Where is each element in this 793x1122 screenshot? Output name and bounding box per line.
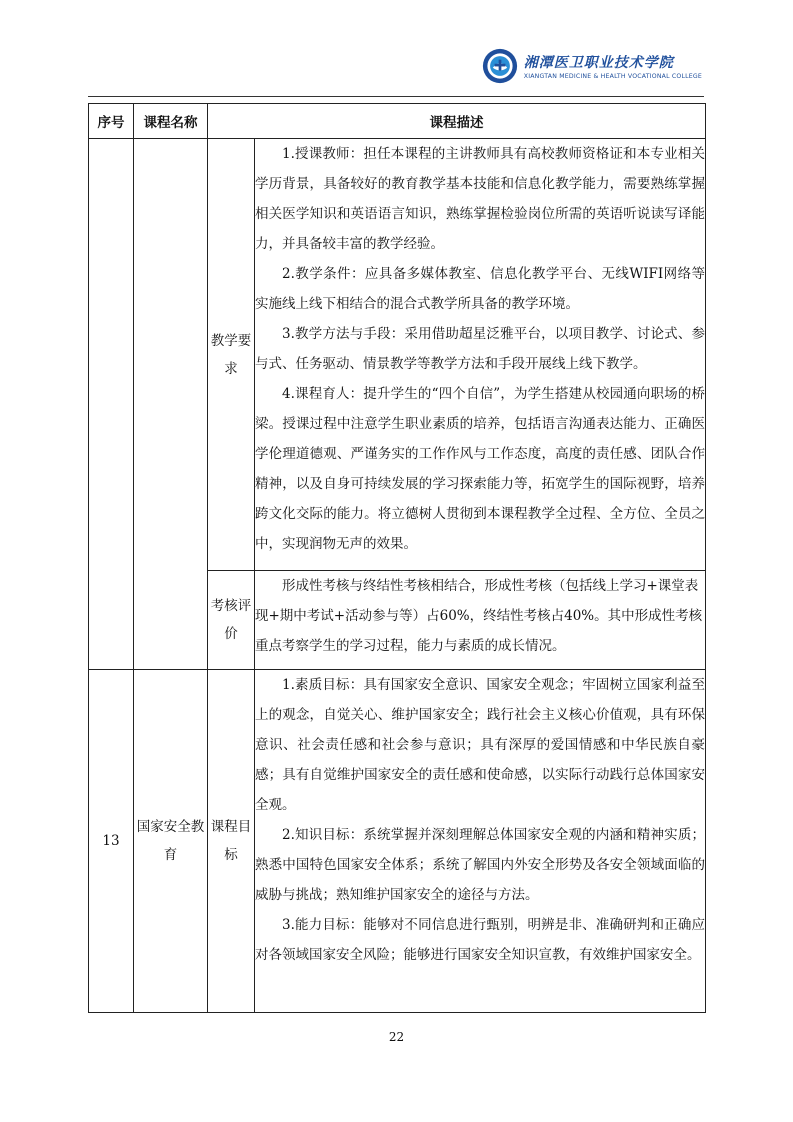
section-content <box>255 670 706 1013</box>
school-name-en: XIANGTAN MEDICINE & HEALTH VOCATIONAL COLLEGE <box>523 73 702 80</box>
school-name-cn: 湘潭医卫职业技术学院 <box>523 55 674 71</box>
row-index-cell: 13 <box>89 670 134 1013</box>
paragraph: 3.能力目标：能够对不同信息进行甄别，明辨是非、准确研判和正确应对各领域国家安全风险；能够进行国家安全知识宣教，有效维护国家安全。 <box>255 917 705 963</box>
paragraph: 1.授课教师：担任本课程的主讲教师具有高校教师资格证和本专业相关学历背景，具备较好的教育教学基本技能和信息化教学能力，需要熟练掌握相关医学知识和英语语言知识，熟练掌握检验岗位所需的英语听说读写译能力，并具备较丰富的教学经验。 <box>255 146 705 252</box>
table-row <box>89 670 706 1013</box>
college-seal-icon <box>482 48 518 84</box>
section-label: 课程目标 <box>208 670 255 1013</box>
section-label: 教学要求 <box>208 139 255 571</box>
header-index: 序号 <box>89 104 134 139</box>
table-header-row <box>89 104 706 139</box>
table-row <box>89 139 706 571</box>
paragraph: 形成性考核与终结性考核相结合，形成性考核（包括线上学习+课堂表现+期中考试+活动参与等）占60%，终结性考核占40%。其中形成性考核重点考察学生的学习过程，能力与素质的成长情况。 <box>255 578 703 654</box>
page-header <box>88 40 704 97</box>
course-table <box>88 103 706 1013</box>
page-number: 22 <box>388 1030 405 1044</box>
paragraph: 2.教学条件：应具备多媒体教室、信息化教学平台、无线WIFI网络等实施线上线下相结合的混合式教学所具备的教学环境。 <box>255 266 705 312</box>
header-divider <box>88 96 704 97</box>
paragraph: 1.素质目标：具有国家安全意识、国家安全观念；牢固树立国家利益至上的观念，自觉关心、维护国家安全；践行社会主义核心价值观，具有环保意识、社会责任感和社会参与意识；具有深厚的爱国情感和中华民族自豪感；具有自觉维护国家安全的责任感和使命感，以实际行动践行总体国家安全观。 <box>255 677 705 813</box>
row-index-cell <box>89 139 134 670</box>
row-course-name-cell: 国家安全教育 <box>134 670 208 1013</box>
section-label: 考核评价 <box>208 571 255 670</box>
row-course-name-cell <box>134 139 208 670</box>
header-description: 课程描述 <box>208 104 706 139</box>
header-course-name: 课程名称 <box>134 104 208 139</box>
college-logo <box>482 46 702 86</box>
section-content <box>255 139 706 571</box>
section-content <box>255 571 706 670</box>
paragraph: 4.课程育人：提升学生的“四个自信”，为学生搭建从校园通向职场的桥梁。授课过程中注意学生职业素质的培养，包括语言沟通表达能力、正确医学伦理道德观、严谨务实的工作作风与工作态度，高度的责任感、团队合作精神，以及自身可持续发展的学习探索能力等，拓宽学生的国际视野，培养跨文化交际的能力。将立德树人贯彻到本课程教学全过程、全方位、全员之中，实现润物无声的效果。 <box>255 386 705 552</box>
paragraph: 3.教学方法与手段：采用借助超星泛雅平台，以项目教学、讨论式、参与式、任务驱动、情景教学等教学方法和手段开展线上线下教学。 <box>255 326 705 372</box>
paragraph: 2.知识目标：系统掌握并深刻理解总体国家安全观的内涵和精神实质；熟悉中国特色国家安全体系；系统了解国内外安全形势及各安全领域面临的威胁与挑战；熟知维护国家安全的途径与方法。 <box>255 827 705 903</box>
